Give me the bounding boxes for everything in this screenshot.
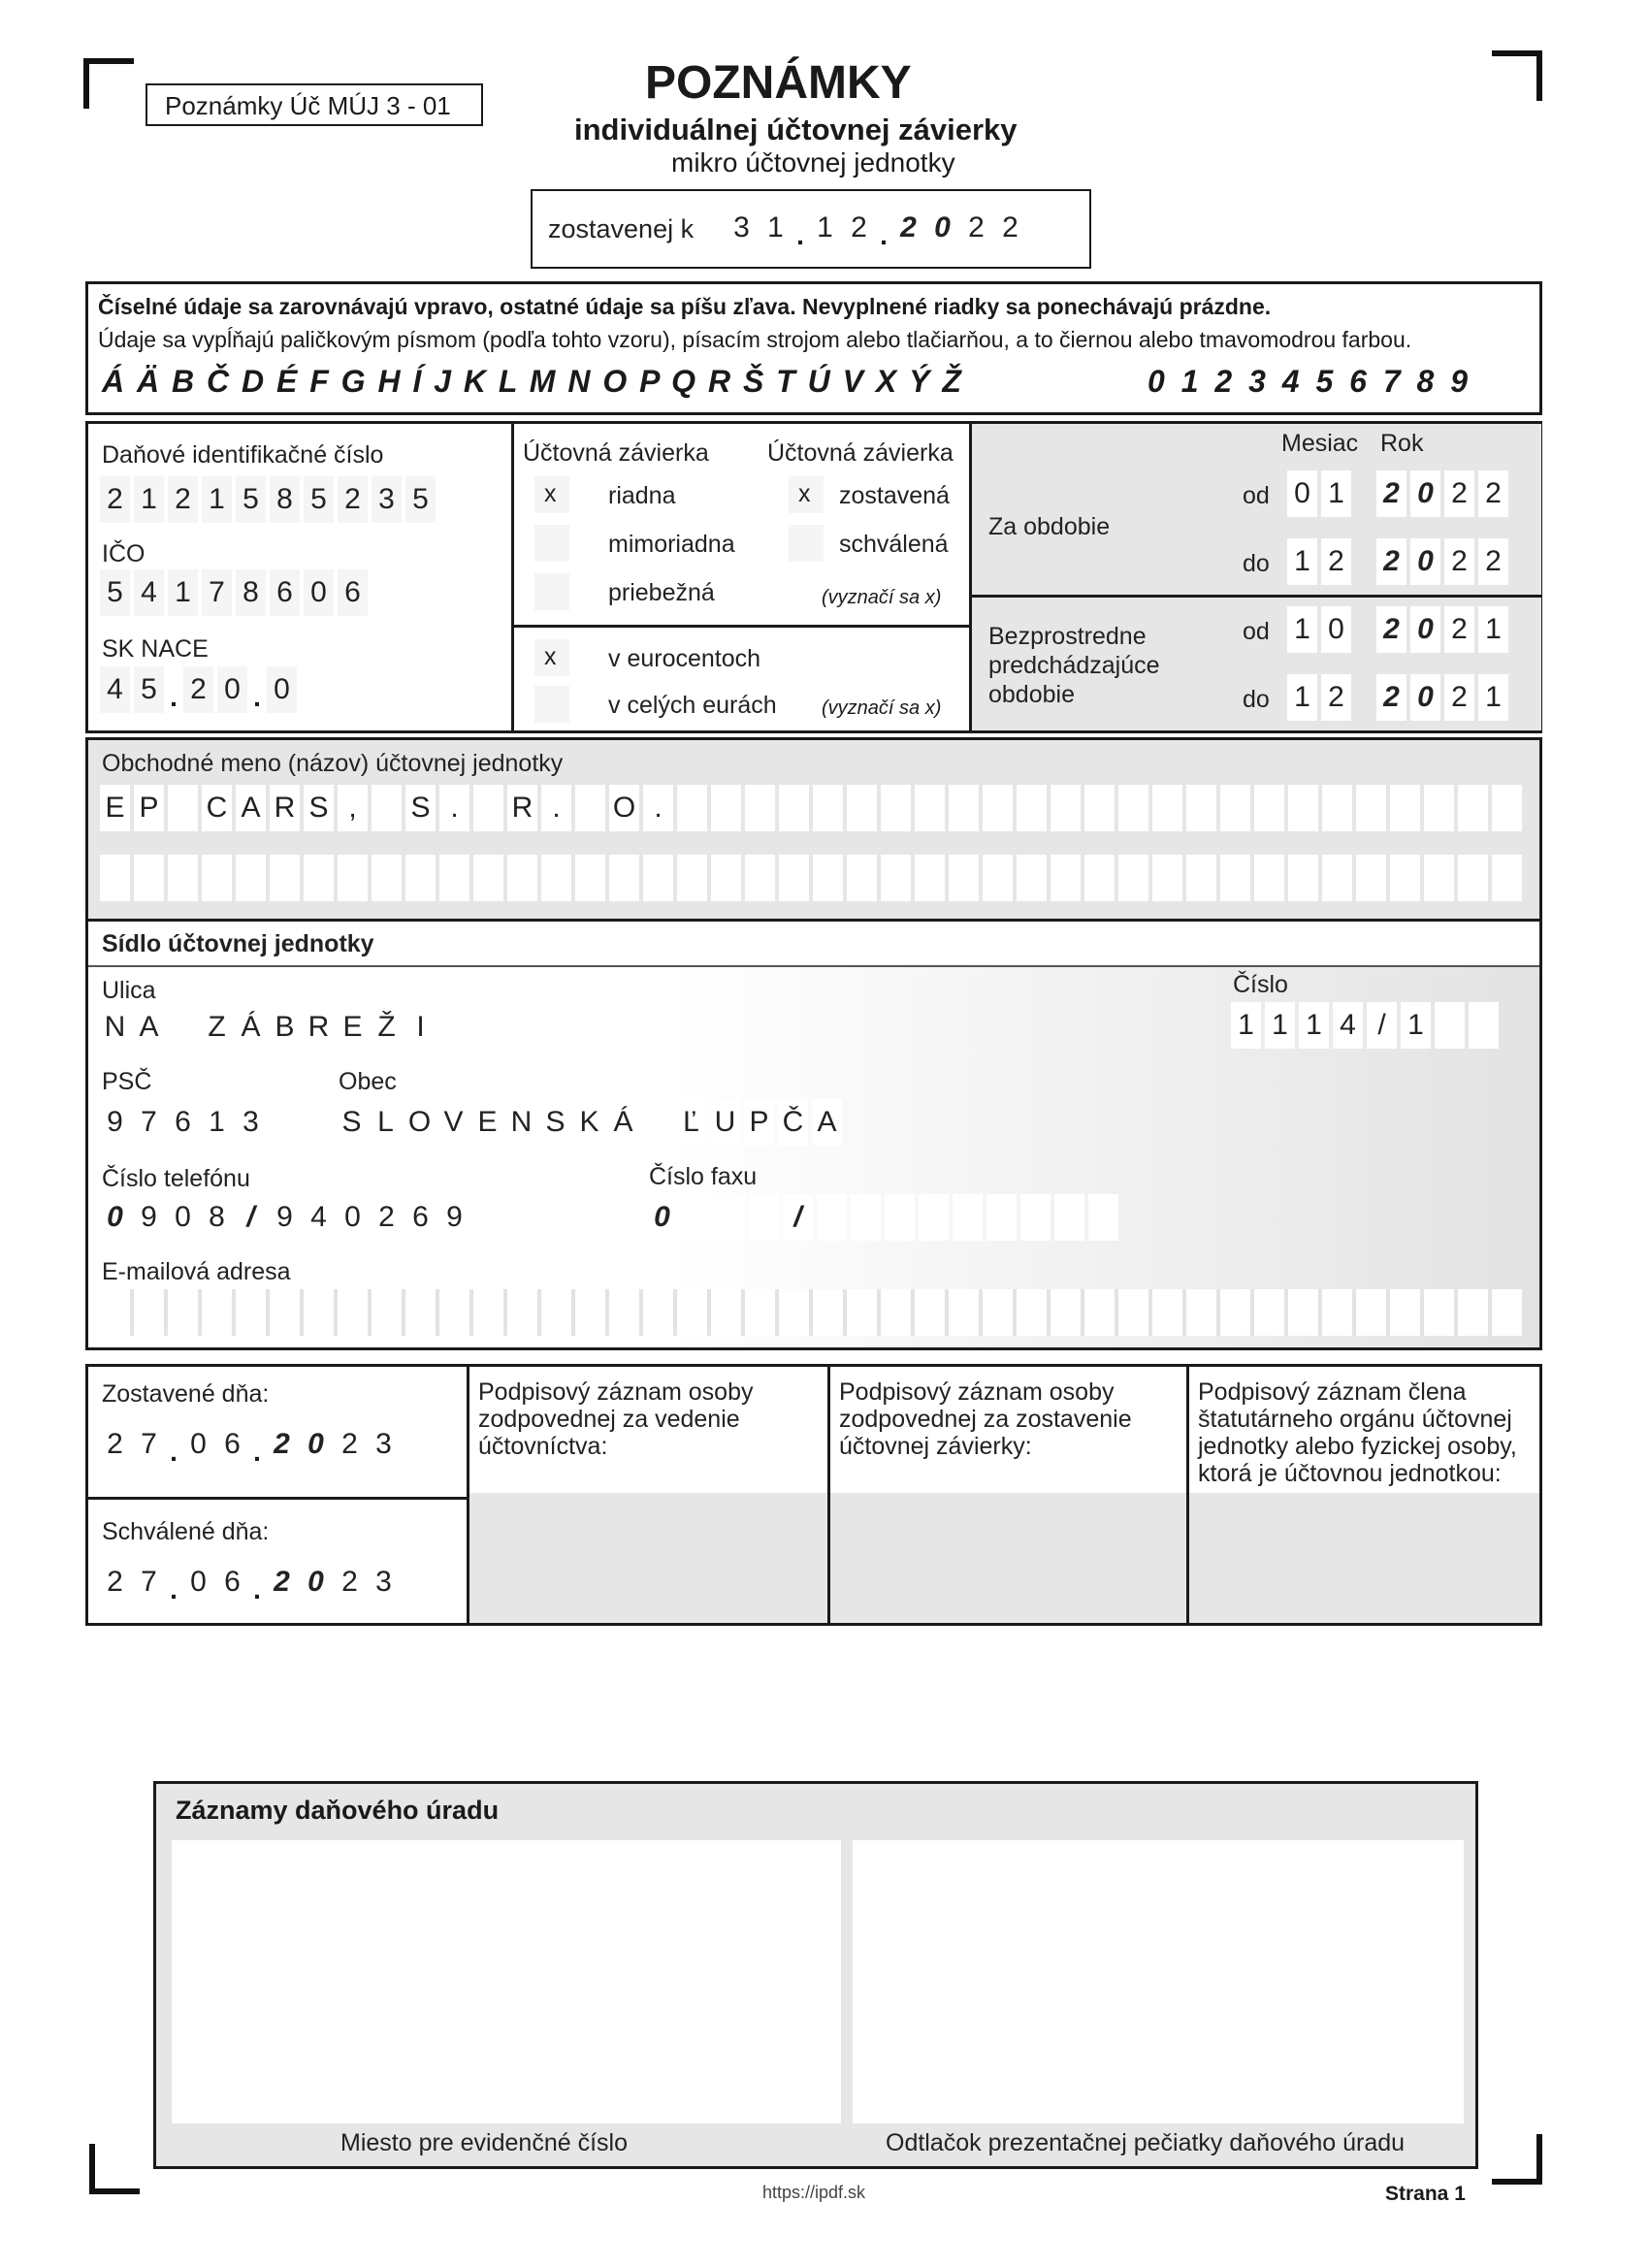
cur-from-month: [1287, 470, 1355, 517]
name-char[interactable]: [779, 785, 809, 831]
fax-digit[interactable]: [986, 1194, 1017, 1241]
date-digit[interactable]: 1: [810, 205, 840, 251]
entity-section: [85, 737, 1542, 1350]
date-digit[interactable]: 2: [995, 205, 1025, 251]
dic-digit[interactable]: 8: [270, 476, 300, 523]
compiled-date-cells: [727, 205, 1029, 251]
nace-cells: [100, 666, 301, 713]
current-period-label: Za obdobie: [988, 513, 1111, 540]
cur-from-year: [1376, 470, 1512, 517]
number-char[interactable]: [1435, 1002, 1465, 1049]
name-char[interactable]: [1051, 785, 1081, 831]
name-char[interactable]: [847, 785, 877, 831]
psc-digit[interactable]: 6: [168, 1099, 198, 1146]
dic-digit[interactable]: 3: [372, 476, 402, 523]
date-digit[interactable]: 3: [369, 1421, 399, 1468]
city-char[interactable]: Á: [608, 1099, 638, 1146]
name-char[interactable]: [949, 785, 979, 831]
nace-separator: .: [170, 682, 178, 712]
date-separator: .: [253, 1437, 261, 1467]
name-char[interactable]: [1458, 785, 1488, 831]
nace-label: SK NACE: [102, 635, 209, 663]
phone-digit[interactable]: [541, 1194, 571, 1241]
year-digit[interactable]: 0: [1410, 606, 1440, 653]
entity-name-row-2[interactable]: [100, 855, 1526, 901]
number-char[interactable]: [1469, 1002, 1499, 1049]
closure-head-1: Účtovná závierka: [523, 439, 709, 467]
month-digit[interactable]: 0: [1321, 606, 1351, 653]
phone-digit[interactable]: 0: [168, 1194, 198, 1241]
ico-digit[interactable]: 8: [236, 569, 266, 616]
name-char[interactable]: .: [439, 785, 469, 831]
fax-digit[interactable]: [885, 1194, 915, 1241]
name-char[interactable]: [473, 785, 503, 831]
city-char[interactable]: E: [472, 1099, 502, 1146]
approved-option-label: schválená: [839, 531, 949, 558]
fax-digit[interactable]: [851, 1194, 881, 1241]
date-digit[interactable]: 1: [760, 205, 791, 251]
year-digit[interactable]: 2: [1444, 470, 1474, 517]
sample-digits: 0 1 2 3 4 5 6 7 8 9: [1148, 364, 1471, 399]
city-char[interactable]: S: [337, 1099, 367, 1146]
phone-digit[interactable]: 0: [100, 1194, 130, 1241]
signature-area-1: [469, 1493, 827, 1623]
name-char[interactable]: [1356, 785, 1386, 831]
fax-digit[interactable]: [1088, 1194, 1118, 1241]
closure-head-2: Účtovná závierka: [767, 439, 954, 467]
prev-to-year: [1376, 674, 1512, 721]
street-char[interactable]: Á: [236, 1004, 266, 1051]
date-digit[interactable]: 2: [335, 1559, 365, 1605]
ico-label: IČO: [102, 540, 146, 567]
name-char[interactable]: [1017, 785, 1047, 831]
instructions-line-1: Číselné údaje sa zarovnávajú vpravo, ostatné údaje sa píšu zľava. Nevyplnené riadky sa ponechávajú prázdne.: [98, 294, 1272, 319]
month-label: Mesiac: [1281, 430, 1359, 457]
signature-label-statutory: Podpisový záznam člena štatutárneho orgánu účtovnej jednotky alebo fyzickej osoby, ktorá je účtovnou jednotkou:: [1198, 1378, 1517, 1487]
psc-digit[interactable]: 9: [100, 1099, 130, 1146]
date-separator: .: [170, 1574, 178, 1604]
name-char[interactable]: [1254, 785, 1284, 831]
number-cells: [1231, 1002, 1503, 1049]
identification-section: [85, 421, 1542, 733]
city-char[interactable]: U: [710, 1099, 740, 1146]
dic-label: Daňové identifikačné číslo: [102, 441, 384, 469]
ico-cells: [100, 569, 372, 616]
divider: [88, 1497, 467, 1500]
divider: [511, 625, 969, 628]
name-char[interactable]: .: [643, 785, 673, 831]
dic-cells: [100, 476, 439, 523]
date-digit[interactable]: 3: [727, 205, 757, 251]
page-subtitle-1: individuálnej účtovnej závierky: [574, 113, 1018, 146]
name-char[interactable]: E: [100, 785, 130, 831]
email-field[interactable]: [100, 1289, 1526, 1336]
dic-digit[interactable]: 5: [236, 476, 266, 523]
year-digit[interactable]: 1: [1478, 606, 1508, 653]
form-code-box: [146, 83, 483, 126]
date-digit[interactable]: 2: [267, 1559, 297, 1605]
ico-digit[interactable]: 6: [338, 569, 368, 616]
tax-office-heading: Záznamy daňového úradu: [176, 1796, 500, 1825]
date-digit[interactable]: 7: [134, 1559, 164, 1605]
name-char[interactable]: [372, 785, 402, 831]
fax-digit[interactable]: [1020, 1194, 1051, 1241]
year-digit[interactable]: 2: [1444, 606, 1474, 653]
name-char[interactable]: A: [236, 785, 266, 831]
name-char[interactable]: ,: [338, 785, 368, 831]
name-char[interactable]: [1152, 785, 1182, 831]
name-char[interactable]: [168, 785, 198, 831]
check-mark: x: [544, 480, 557, 507]
ico-digit[interactable]: 0: [304, 569, 334, 616]
compiled-on-label: Zostavené dňa:: [102, 1380, 270, 1408]
page-subtitle-2: mikro účtovnej jednotky: [671, 147, 955, 178]
date-digit[interactable]: 2: [961, 205, 991, 251]
number-label: Číslo: [1233, 971, 1288, 998]
fax-digit[interactable]: [1054, 1194, 1084, 1241]
phone-digit[interactable]: 9: [439, 1194, 469, 1241]
street-char[interactable]: I: [405, 1004, 436, 1051]
prev-from-year: [1376, 606, 1512, 653]
street-char[interactable]: Ž: [372, 1004, 402, 1051]
phone-digit[interactable]: 9: [270, 1194, 300, 1241]
month-digit[interactable]: 0: [1287, 470, 1317, 517]
from-label: od: [1243, 482, 1270, 509]
fax-digit[interactable]: [919, 1194, 949, 1241]
number-char[interactable]: 1: [1299, 1002, 1329, 1049]
footer-url[interactable]: https://ipdf.sk: [762, 2183, 866, 2202]
mark-note: (vyznačí sa x): [822, 587, 942, 608]
stamp-area[interactable]: [853, 1840, 1464, 2123]
divider: [511, 424, 514, 730]
year-digit[interactable]: 0: [1410, 538, 1440, 585]
dic-digit[interactable]: 1: [134, 476, 164, 523]
street-char[interactable]: E: [338, 1004, 368, 1051]
eurocents-label: v eurocentoch: [608, 645, 761, 672]
phone-cells: [100, 1194, 575, 1241]
city-char[interactable]: N: [506, 1099, 536, 1146]
corner-mark-tl: [83, 58, 89, 109]
phone-digit[interactable]: 6: [405, 1194, 436, 1241]
seat-heading: Sídlo účtovnej jednotky: [102, 930, 374, 957]
phone-digit[interactable]: 2: [372, 1194, 402, 1241]
name-char[interactable]: [983, 785, 1013, 831]
name-char[interactable]: O: [609, 785, 639, 831]
year-label: Rok: [1380, 430, 1424, 457]
checkbox-euros[interactable]: [534, 686, 569, 723]
nace-digit[interactable]: 4: [100, 666, 130, 713]
compiled-label: zostavenej k: [548, 214, 695, 243]
date-digit[interactable]: 6: [217, 1559, 247, 1605]
date-digit[interactable]: 0: [927, 205, 957, 251]
phone-digit[interactable]: 4: [304, 1194, 334, 1241]
year-digit[interactable]: 2: [1376, 674, 1406, 721]
regular-label: riadna: [608, 482, 676, 509]
name-char[interactable]: [881, 785, 911, 831]
stamp-caption: Odtlačok prezentačnej pečiatky daňového úradu: [886, 2129, 1406, 2156]
name-char[interactable]: [575, 785, 605, 831]
year-digit[interactable]: 2: [1376, 470, 1406, 517]
signature-section: [85, 1364, 1542, 1626]
year-digit[interactable]: 2: [1444, 538, 1474, 585]
corner-mark-tr: [1536, 50, 1542, 101]
date-digit[interactable]: 2: [844, 205, 874, 251]
signature-label-compilation: Podpisový záznam osoby zodpovednej za zostavenie účtovnej závierky:: [839, 1378, 1132, 1460]
checkbox-compiled[interactable]: [789, 476, 824, 513]
city-char[interactable]: S: [540, 1099, 570, 1146]
city-char[interactable]: Č: [778, 1099, 808, 1146]
number-char[interactable]: /: [1367, 1002, 1397, 1049]
corner-mark-tl: [83, 58, 134, 64]
name-char[interactable]: [1220, 785, 1250, 831]
city-char[interactable]: [642, 1099, 672, 1146]
to-label: do: [1243, 686, 1270, 713]
psc-digit[interactable]: 7: [134, 1099, 164, 1146]
name-char[interactable]: [745, 785, 775, 831]
euros-label: v celých eurách: [608, 692, 777, 719]
date-separator: .: [880, 220, 888, 250]
compiled-option-label: zostavená: [839, 482, 950, 509]
street-label: Ulica: [102, 977, 156, 1004]
name-char[interactable]: P: [134, 785, 164, 831]
city-char[interactable]: P: [744, 1099, 774, 1146]
date-digit[interactable]: 6: [217, 1421, 247, 1468]
ico-digit[interactable]: 4: [134, 569, 164, 616]
form-code: Poznámky Úč MÚJ 3 - 01: [165, 91, 451, 120]
entity-name-label: Obchodné meno (názov) účtovnej jednotky: [102, 750, 564, 777]
year-digit[interactable]: 2: [1478, 538, 1508, 585]
divider: [88, 919, 1539, 922]
dic-digit[interactable]: 5: [304, 476, 334, 523]
fax-digit[interactable]: 0: [647, 1194, 677, 1241]
year-digit[interactable]: 0: [1410, 674, 1440, 721]
year-digit[interactable]: 2: [1478, 470, 1508, 517]
approved-on-cells: [100, 1559, 403, 1605]
fax-digit[interactable]: [715, 1194, 745, 1241]
street-char[interactable]: Z: [202, 1004, 232, 1051]
email-label: E-mailová adresa: [102, 1258, 291, 1285]
name-char[interactable]: R: [507, 785, 537, 831]
date-digit[interactable]: 0: [301, 1559, 331, 1605]
ico-digit[interactable]: 7: [202, 569, 232, 616]
date-digit[interactable]: 2: [267, 1421, 297, 1468]
street-char[interactable]: R: [304, 1004, 334, 1051]
year-digit[interactable]: 0: [1410, 470, 1440, 517]
phone-digit[interactable]: [473, 1194, 503, 1241]
name-char[interactable]: S: [304, 785, 334, 831]
ico-digit[interactable]: 1: [168, 569, 198, 616]
corner-mark-tr: [1492, 50, 1542, 56]
fax-digit[interactable]: /: [783, 1194, 813, 1241]
name-char[interactable]: S: [405, 785, 436, 831]
dic-digit[interactable]: 2: [100, 476, 130, 523]
month-digit[interactable]: 2: [1321, 538, 1351, 585]
signature-area-2: [830, 1493, 1186, 1623]
date-digit[interactable]: 2: [893, 205, 923, 251]
approved-on-label: Schválené dňa:: [102, 1518, 270, 1545]
date-digit[interactable]: 7: [134, 1421, 164, 1468]
date-digit[interactable]: 3: [369, 1559, 399, 1605]
nace-digit[interactable]: 0: [217, 666, 247, 713]
corner-mark-br: [1536, 2134, 1542, 2185]
tax-office-section: [153, 1781, 1478, 2169]
check-mark: x: [544, 643, 557, 670]
phone-digit[interactable]: [507, 1194, 537, 1241]
date-digit[interactable]: 2: [335, 1421, 365, 1468]
page-title: POZNÁMKY: [645, 57, 912, 109]
name-char[interactable]: [1424, 785, 1454, 831]
city-char[interactable]: V: [438, 1099, 469, 1146]
to-label: do: [1243, 550, 1270, 577]
psc-label: PSČ: [102, 1068, 152, 1095]
phone-label: Číslo telefónu: [102, 1165, 250, 1192]
nace-digit[interactable]: 0: [267, 666, 297, 713]
city-char[interactable]: L: [371, 1099, 401, 1146]
corner-mark-bl: [89, 2144, 95, 2194]
interim-label: priebežná: [608, 579, 715, 606]
name-char[interactable]: [1390, 785, 1420, 831]
street-char[interactable]: N: [100, 1004, 130, 1051]
number-char[interactable]: 1: [1401, 1002, 1431, 1049]
number-char[interactable]: 4: [1333, 1002, 1363, 1049]
fax-digit[interactable]: [817, 1194, 847, 1241]
name-char[interactable]: R: [270, 785, 300, 831]
street-cells: [100, 1004, 439, 1051]
fax-digit[interactable]: [681, 1194, 711, 1241]
name-char[interactable]: [711, 785, 741, 831]
psc-digit[interactable]: 3: [236, 1099, 266, 1146]
street-char[interactable]: B: [270, 1004, 300, 1051]
date-digit[interactable]: 0: [301, 1421, 331, 1468]
name-char[interactable]: [1492, 785, 1522, 831]
instructions-box: [85, 281, 1542, 415]
year-digit[interactable]: 2: [1376, 606, 1406, 653]
date-digit[interactable]: 2: [100, 1559, 130, 1605]
name-char[interactable]: [677, 785, 707, 831]
name-char[interactable]: [915, 785, 945, 831]
nace-digit[interactable]: 2: [183, 666, 213, 713]
city-char[interactable]: Ľ: [676, 1099, 706, 1146]
checkbox-extraordinary[interactable]: [534, 525, 569, 562]
psc-digit[interactable]: 1: [202, 1099, 232, 1146]
dic-digit[interactable]: 5: [405, 476, 436, 523]
nace-separator: .: [253, 682, 261, 712]
city-char[interactable]: O: [404, 1099, 435, 1146]
year-digit[interactable]: 2: [1376, 538, 1406, 585]
prev-to-month: [1287, 674, 1355, 721]
dic-digit[interactable]: 2: [168, 476, 198, 523]
ico-digit[interactable]: 5: [100, 569, 130, 616]
from-label: od: [1243, 618, 1270, 645]
date-digit[interactable]: 2: [100, 1421, 130, 1468]
compiled-date-box: [531, 189, 1091, 269]
compiled-on-cells: [100, 1421, 403, 1468]
checkbox-regular[interactable]: [534, 476, 569, 513]
registration-number-area[interactable]: [172, 1840, 841, 2123]
street-char[interactable]: A: [134, 1004, 164, 1051]
phone-digit[interactable]: /: [236, 1194, 266, 1241]
month-digit[interactable]: 1: [1287, 674, 1317, 721]
mark-note-2: (vyznačí sa x): [822, 697, 942, 719]
name-char[interactable]: .: [541, 785, 571, 831]
city-cells: [337, 1099, 846, 1146]
name-char[interactable]: [1288, 785, 1318, 831]
signature-area-3: [1189, 1493, 1539, 1623]
phone-digit[interactable]: 0: [338, 1194, 368, 1241]
number-char[interactable]: 1: [1265, 1002, 1295, 1049]
instructions-line-2: Údaje sa vypĺňajú paličkovým písmom (podľa tohto vzoru), písacím strojom alebo tlačiarňou, a to čiernou alebo tmavomodrou farbou.: [98, 327, 1412, 352]
fax-label: Číslo faxu: [649, 1163, 758, 1190]
checkbox-approved[interactable]: [789, 525, 824, 562]
year-digit[interactable]: 2: [1444, 674, 1474, 721]
ico-digit[interactable]: 6: [270, 569, 300, 616]
corner-mark-bl: [89, 2188, 140, 2194]
check-mark: x: [798, 480, 811, 507]
prev-from-month: [1287, 606, 1355, 653]
month-digit[interactable]: 2: [1321, 674, 1351, 721]
date-separator: .: [253, 1574, 261, 1604]
name-char[interactable]: [1084, 785, 1115, 831]
month-digit[interactable]: 1: [1287, 606, 1317, 653]
month-digit[interactable]: 1: [1287, 538, 1317, 585]
psc-cells: [100, 1099, 270, 1146]
name-char[interactable]: [1322, 785, 1352, 831]
year-digit[interactable]: 1: [1478, 674, 1508, 721]
name-char[interactable]: C: [202, 785, 232, 831]
cur-to-year: [1376, 538, 1512, 585]
date-separator: .: [796, 220, 804, 250]
city-char[interactable]: K: [574, 1099, 604, 1146]
checkbox-interim[interactable]: [534, 573, 569, 610]
nace-digit[interactable]: 5: [134, 666, 164, 713]
date-digit[interactable]: 0: [183, 1559, 213, 1605]
dic-digit[interactable]: 2: [338, 476, 368, 523]
city-label: Obec: [339, 1068, 397, 1095]
extraordinary-label: mimoriadna: [608, 531, 735, 558]
signature-label-accounting: Podpisový záznam osoby zodpovednej za vedenie účtovníctva:: [478, 1378, 754, 1460]
name-char[interactable]: [1186, 785, 1216, 831]
number-char[interactable]: 1: [1231, 1002, 1261, 1049]
registration-number-caption: Miesto pre evidenčné číslo: [340, 2129, 628, 2156]
previous-period-label: Bezprostredne predchádzajúce obdobie: [988, 623, 1160, 708]
name-char[interactable]: [813, 785, 843, 831]
cur-to-month: [1287, 538, 1355, 585]
street-char[interactable]: [168, 1004, 198, 1051]
page-number: Strana 1: [1385, 2183, 1466, 2205]
sample-letters: Á Ä B Č D É F G H Í J K L M N O P Q R Š T Ú V X Ý Ž: [102, 364, 963, 399]
dic-digit[interactable]: 1: [202, 476, 232, 523]
phone-digit[interactable]: 8: [202, 1194, 232, 1241]
name-char[interactable]: [1118, 785, 1148, 831]
fax-cells: [647, 1194, 1122, 1241]
fax-digit[interactable]: [953, 1194, 983, 1241]
checkbox-eurocents[interactable]: [534, 639, 569, 676]
date-digit[interactable]: 0: [183, 1421, 213, 1468]
month-digit[interactable]: 1: [1321, 470, 1351, 517]
entity-name-cells: [100, 785, 1526, 831]
phone-digit[interactable]: 9: [134, 1194, 164, 1241]
date-separator: .: [170, 1437, 178, 1467]
city-char[interactable]: A: [812, 1099, 842, 1146]
fax-digit[interactable]: [749, 1194, 779, 1241]
corner-mark-br: [1492, 2179, 1542, 2185]
